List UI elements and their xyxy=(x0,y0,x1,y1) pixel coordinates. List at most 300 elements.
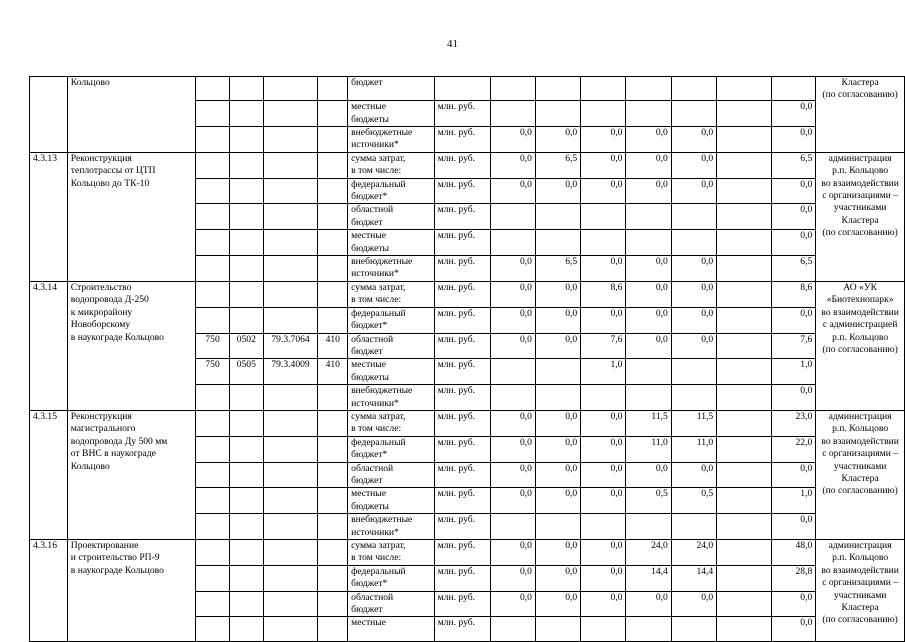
budget-code xyxy=(318,540,348,566)
funding-source: областной бюджет xyxy=(348,462,434,488)
value-cell: 0,0 xyxy=(535,540,580,566)
funding-source: внебюджетные источники* xyxy=(348,256,434,282)
value-cell xyxy=(626,514,671,540)
value-cell xyxy=(626,617,671,641)
unit: млн. руб. xyxy=(434,514,490,540)
responsible: администрация р.п. Кольцово во взаимодействии с организациями – участниками Кластера (по согласованию) xyxy=(816,540,905,642)
budget-code xyxy=(196,540,230,566)
unit: млн. руб. xyxy=(434,591,490,617)
budget-code xyxy=(196,77,230,101)
item-number: 4.3.15 xyxy=(30,410,68,539)
unit: млн. руб. xyxy=(434,488,490,514)
funding-source: местные бюджеты xyxy=(348,488,434,514)
unit: млн. руб. xyxy=(434,101,490,127)
value-cell: 0,0 xyxy=(490,565,535,591)
unit: млн. руб. xyxy=(434,385,490,411)
value-cell xyxy=(717,178,772,204)
funding-source: областной бюджет xyxy=(348,333,434,359)
value-cell: 0,0 xyxy=(490,591,535,617)
unit: млн. руб. xyxy=(434,230,490,256)
value-cell: 8,6 xyxy=(581,281,626,307)
budget-code xyxy=(229,281,263,307)
budget-code xyxy=(196,204,230,230)
budget-code xyxy=(229,152,263,178)
value-cell xyxy=(490,385,535,411)
budget-code xyxy=(229,230,263,256)
value-cell xyxy=(717,230,772,256)
budget-code xyxy=(229,436,263,462)
value-cell: 0,0 xyxy=(671,591,716,617)
value-cell: 48,0 xyxy=(771,540,815,566)
value-cell: 0,0 xyxy=(581,178,626,204)
budget-code xyxy=(263,436,318,462)
unit: млн. руб. xyxy=(434,256,490,282)
value-cell: 0,0 xyxy=(771,385,815,411)
value-cell: 0,0 xyxy=(490,462,535,488)
budget-code xyxy=(263,256,318,282)
value-cell: 23,0 xyxy=(771,410,815,436)
unit: млн. руб. xyxy=(434,540,490,566)
value-cell xyxy=(581,204,626,230)
value-cell: 0,0 xyxy=(535,307,580,333)
value-cell xyxy=(535,204,580,230)
table-body xyxy=(30,77,905,642)
budget-code xyxy=(229,77,263,101)
budget-code xyxy=(318,152,348,178)
budget-code xyxy=(196,152,230,178)
budget-code xyxy=(196,127,230,153)
value-cell xyxy=(717,617,772,641)
item-name: Проектирование и строительство РП-9 в наукограде Кольцово xyxy=(67,540,195,642)
value-cell: 1,0 xyxy=(771,488,815,514)
value-cell: 8,6 xyxy=(771,281,815,307)
value-cell: 0,0 xyxy=(671,333,716,359)
budget-code xyxy=(263,385,318,411)
value-cell: 0,0 xyxy=(535,281,580,307)
value-cell: 6,5 xyxy=(535,152,580,178)
unit: млн. руб. xyxy=(434,178,490,204)
value-cell: 14,4 xyxy=(671,565,716,591)
value-cell: 0,0 xyxy=(535,410,580,436)
item-name: Реконструкция магистрального водопровода Ду 500 мм от ВНС в наукограде Кольцово xyxy=(67,410,195,539)
value-cell xyxy=(717,488,772,514)
value-cell: 0,0 xyxy=(581,410,626,436)
value-cell: 6,5 xyxy=(771,152,815,178)
value-cell: 0,0 xyxy=(581,152,626,178)
funding-source: федеральный бюджет* xyxy=(348,565,434,591)
budget-code xyxy=(196,514,230,540)
value-cell: 0,0 xyxy=(771,591,815,617)
value-cell xyxy=(717,256,772,282)
value-cell: 0,0 xyxy=(490,178,535,204)
value-cell: 11,0 xyxy=(671,436,716,462)
value-cell: 0,0 xyxy=(626,307,671,333)
item-number xyxy=(30,77,68,153)
budget-code: 79.3.7064 xyxy=(263,333,318,359)
budget-code xyxy=(318,178,348,204)
value-cell xyxy=(535,385,580,411)
value-cell: 0,0 xyxy=(671,462,716,488)
budget-code xyxy=(318,488,348,514)
value-cell xyxy=(535,230,580,256)
budget-code xyxy=(196,488,230,514)
budget-code xyxy=(263,178,318,204)
value-cell xyxy=(490,514,535,540)
value-cell xyxy=(581,77,626,101)
budget-code xyxy=(263,204,318,230)
value-cell: 0,0 xyxy=(535,565,580,591)
budget-code xyxy=(196,385,230,411)
budget-code xyxy=(196,462,230,488)
unit: млн. руб. xyxy=(434,281,490,307)
budget-code xyxy=(318,230,348,256)
value-cell: 24,0 xyxy=(626,540,671,566)
funding-source: местные бюджеты xyxy=(348,359,434,385)
value-cell: 0,0 xyxy=(490,488,535,514)
value-cell: 0,0 xyxy=(581,591,626,617)
budget-code xyxy=(263,307,318,333)
budget-code xyxy=(229,488,263,514)
budget-code xyxy=(229,127,263,153)
budget-code xyxy=(318,385,348,411)
unit: млн. руб. xyxy=(434,307,490,333)
funding-source: сумма затрат, в том числе: xyxy=(348,410,434,436)
budget-code xyxy=(318,462,348,488)
value-cell xyxy=(717,514,772,540)
funding-source: федеральный бюджет* xyxy=(348,307,434,333)
responsible: Кластера (по согласованию) xyxy=(816,77,905,153)
value-cell xyxy=(490,359,535,385)
unit: млн. руб. xyxy=(434,436,490,462)
value-cell xyxy=(626,385,671,411)
value-cell: 0,0 xyxy=(626,281,671,307)
value-cell xyxy=(717,565,772,591)
budget-code: 0505 xyxy=(229,359,263,385)
budget-code xyxy=(229,101,263,127)
budget-code xyxy=(318,127,348,153)
budget-code xyxy=(196,617,230,641)
value-cell: 0,0 xyxy=(771,101,815,127)
value-cell: 0,0 xyxy=(581,127,626,153)
value-cell: 0,0 xyxy=(581,488,626,514)
value-cell xyxy=(535,101,580,127)
value-cell xyxy=(626,77,671,101)
value-cell: 0,0 xyxy=(626,591,671,617)
value-cell xyxy=(671,230,716,256)
budget-code xyxy=(318,410,348,436)
budget-code xyxy=(263,540,318,566)
budget-code xyxy=(263,462,318,488)
value-cell xyxy=(671,359,716,385)
value-cell: 0,0 xyxy=(535,178,580,204)
responsible: АО «УК «Биотехнопарк» во взаимодействии с администрацией р.п. Кольцово (по согласованию) xyxy=(816,281,905,410)
budget-code xyxy=(196,410,230,436)
budget-code xyxy=(318,436,348,462)
value-cell xyxy=(671,101,716,127)
value-cell xyxy=(671,514,716,540)
value-cell: 28,8 xyxy=(771,565,815,591)
value-cell xyxy=(717,540,772,566)
value-cell xyxy=(535,514,580,540)
value-cell: 0,0 xyxy=(671,152,716,178)
value-cell: 6,5 xyxy=(535,256,580,282)
value-cell: 0,0 xyxy=(626,152,671,178)
financing-table xyxy=(29,76,905,642)
value-cell xyxy=(717,307,772,333)
funding-source: сумма затрат, в том числе: xyxy=(348,281,434,307)
item-number: 4.3.13 xyxy=(30,152,68,281)
value-cell: 0,0 xyxy=(671,281,716,307)
budget-code: 750 xyxy=(196,359,230,385)
value-cell xyxy=(717,152,772,178)
value-cell: 0,0 xyxy=(771,462,815,488)
value-cell xyxy=(671,385,716,411)
budget-code xyxy=(318,281,348,307)
budget-code xyxy=(263,514,318,540)
value-cell xyxy=(626,230,671,256)
value-cell: 0,0 xyxy=(771,514,815,540)
value-cell: 0,0 xyxy=(490,540,535,566)
item-name: Кольцово xyxy=(67,77,195,153)
budget-code xyxy=(196,101,230,127)
value-cell xyxy=(490,204,535,230)
value-cell: 11,5 xyxy=(671,410,716,436)
item-number: 4.3.14 xyxy=(30,281,68,410)
funding-source: местные бюджеты xyxy=(348,101,434,127)
value-cell: 0,0 xyxy=(671,127,716,153)
budget-code xyxy=(263,281,318,307)
budget-code xyxy=(229,307,263,333)
budget-code xyxy=(318,204,348,230)
value-cell xyxy=(717,591,772,617)
funding-source: внебюджетные источники* xyxy=(348,127,434,153)
unit xyxy=(434,77,490,101)
value-cell: 0,0 xyxy=(581,436,626,462)
budget-code xyxy=(263,77,318,101)
value-cell: 0,0 xyxy=(535,436,580,462)
value-cell: 0,0 xyxy=(490,152,535,178)
value-cell xyxy=(535,77,580,101)
funding-source: сумма затрат, в том числе: xyxy=(348,540,434,566)
value-cell xyxy=(671,77,716,101)
value-cell xyxy=(581,617,626,641)
funding-source: федеральный бюджет* xyxy=(348,178,434,204)
value-cell: 0,0 xyxy=(771,307,815,333)
budget-code: 0502 xyxy=(229,333,263,359)
funding-source: внебюджетные источники* xyxy=(348,514,434,540)
value-cell xyxy=(490,617,535,641)
value-cell: 0,0 xyxy=(581,307,626,333)
unit: млн. руб. xyxy=(434,152,490,178)
table-row xyxy=(30,152,905,178)
value-cell xyxy=(717,127,772,153)
unit: млн. руб. xyxy=(434,127,490,153)
value-cell xyxy=(535,617,580,641)
value-cell: 6,5 xyxy=(771,256,815,282)
budget-code xyxy=(318,77,348,101)
unit: млн. руб. xyxy=(434,204,490,230)
unit: млн. руб. xyxy=(434,565,490,591)
value-cell: 0,0 xyxy=(535,333,580,359)
value-cell: 11,5 xyxy=(626,410,671,436)
value-cell: 0,0 xyxy=(671,178,716,204)
value-cell xyxy=(717,204,772,230)
budget-code xyxy=(196,256,230,282)
budget-code: 79.3.4009 xyxy=(263,359,318,385)
budget-code: 410 xyxy=(318,359,348,385)
budget-code xyxy=(263,591,318,617)
budget-code xyxy=(229,178,263,204)
funding-source: бюджет xyxy=(348,77,434,101)
table-row xyxy=(30,540,905,566)
value-cell xyxy=(717,410,772,436)
value-cell xyxy=(717,77,772,101)
responsible: администрация р.п. Кольцово во взаимодействии с организациями – участниками Кластера (по согласованию) xyxy=(816,410,905,539)
budget-code xyxy=(263,230,318,256)
value-cell xyxy=(490,230,535,256)
budget-code xyxy=(318,565,348,591)
budget-code xyxy=(318,307,348,333)
budget-code xyxy=(318,256,348,282)
value-cell: 0,0 xyxy=(490,307,535,333)
value-cell: 1,0 xyxy=(581,359,626,385)
budget-code xyxy=(229,256,263,282)
value-cell xyxy=(771,77,815,101)
value-cell: 0,5 xyxy=(626,488,671,514)
value-cell xyxy=(626,359,671,385)
budget-code xyxy=(196,178,230,204)
funding-source: внебюджетные источники* xyxy=(348,385,434,411)
value-cell xyxy=(535,359,580,385)
budget-code xyxy=(196,230,230,256)
value-cell: 1,0 xyxy=(771,359,815,385)
value-cell: 0,0 xyxy=(490,436,535,462)
budget-code xyxy=(229,540,263,566)
item-name: Реконструкция теплотрассы от ЦТП Кольцово до ТК-10 xyxy=(67,152,195,281)
budget-code xyxy=(263,410,318,436)
value-cell: 0,0 xyxy=(671,256,716,282)
value-cell: 11,0 xyxy=(626,436,671,462)
value-cell xyxy=(490,77,535,101)
value-cell: 0,0 xyxy=(671,307,716,333)
table-row xyxy=(30,281,905,307)
budget-code xyxy=(318,617,348,641)
page-number: 41 xyxy=(447,38,458,50)
value-cell: 0,0 xyxy=(490,410,535,436)
value-cell xyxy=(626,101,671,127)
unit: млн. руб. xyxy=(434,359,490,385)
value-cell: 0,0 xyxy=(626,127,671,153)
value-cell: 7,6 xyxy=(771,333,815,359)
budget-code xyxy=(229,204,263,230)
unit: млн. руб. xyxy=(434,333,490,359)
value-cell xyxy=(671,617,716,641)
value-cell xyxy=(717,436,772,462)
value-cell: 24,0 xyxy=(671,540,716,566)
value-cell xyxy=(581,514,626,540)
funding-source: федеральный бюджет* xyxy=(348,436,434,462)
value-cell xyxy=(717,333,772,359)
value-cell: 0,5 xyxy=(671,488,716,514)
value-cell xyxy=(626,204,671,230)
value-cell: 7,6 xyxy=(581,333,626,359)
budget-code xyxy=(196,281,230,307)
value-cell: 0,0 xyxy=(771,617,815,641)
budget-code xyxy=(229,514,263,540)
budget-code xyxy=(263,152,318,178)
value-cell: 0,0 xyxy=(581,540,626,566)
value-cell xyxy=(717,462,772,488)
value-cell: 0,0 xyxy=(626,178,671,204)
funding-source: сумма затрат, в том числе: xyxy=(348,152,434,178)
budget-code xyxy=(263,565,318,591)
value-cell: 22,0 xyxy=(771,436,815,462)
value-cell: 0,0 xyxy=(535,488,580,514)
budget-code xyxy=(196,565,230,591)
value-cell xyxy=(717,281,772,307)
budget-code: 750 xyxy=(196,333,230,359)
value-cell: 0,0 xyxy=(626,462,671,488)
value-cell: 0,0 xyxy=(535,462,580,488)
value-cell: 0,0 xyxy=(535,591,580,617)
value-cell xyxy=(717,101,772,127)
budget-code xyxy=(229,462,263,488)
funding-source: областной бюджет xyxy=(348,204,434,230)
budget-code: 410 xyxy=(318,333,348,359)
value-cell xyxy=(490,101,535,127)
table-row xyxy=(30,77,905,101)
value-cell: 0,0 xyxy=(771,127,815,153)
value-cell xyxy=(717,359,772,385)
value-cell: 0,0 xyxy=(771,178,815,204)
unit: млн. руб. xyxy=(434,617,490,641)
budget-code xyxy=(263,127,318,153)
item-number: 4.3.16 xyxy=(30,540,68,642)
budget-code xyxy=(318,101,348,127)
value-cell xyxy=(581,385,626,411)
funding-source: местные бюджеты xyxy=(348,230,434,256)
budget-code xyxy=(229,617,263,641)
budget-code xyxy=(196,307,230,333)
responsible: администрация р.п. Кольцово во взаимодействии с организациями – участниками Кластера (по согласованию) xyxy=(816,152,905,281)
value-cell: 0,0 xyxy=(626,256,671,282)
budget-code xyxy=(229,385,263,411)
budget-code xyxy=(229,565,263,591)
budget-code xyxy=(263,617,318,641)
value-cell: 0,0 xyxy=(490,127,535,153)
value-cell xyxy=(581,101,626,127)
value-cell xyxy=(717,385,772,411)
value-cell: 0,0 xyxy=(771,230,815,256)
value-cell xyxy=(581,230,626,256)
budget-code xyxy=(196,591,230,617)
budget-code xyxy=(318,591,348,617)
value-cell: 0,0 xyxy=(490,333,535,359)
value-cell: 0,0 xyxy=(581,462,626,488)
value-cell: 0,0 xyxy=(490,281,535,307)
funding-source: областной бюджет xyxy=(348,591,434,617)
budget-code xyxy=(263,488,318,514)
unit: млн. руб. xyxy=(434,410,490,436)
value-cell: 0,0 xyxy=(581,565,626,591)
budget-code xyxy=(318,514,348,540)
table-row xyxy=(30,410,905,436)
value-cell: 0,0 xyxy=(626,333,671,359)
budget-code xyxy=(263,101,318,127)
value-cell xyxy=(671,204,716,230)
funding-source: местные xyxy=(348,617,434,641)
budget-code xyxy=(196,436,230,462)
